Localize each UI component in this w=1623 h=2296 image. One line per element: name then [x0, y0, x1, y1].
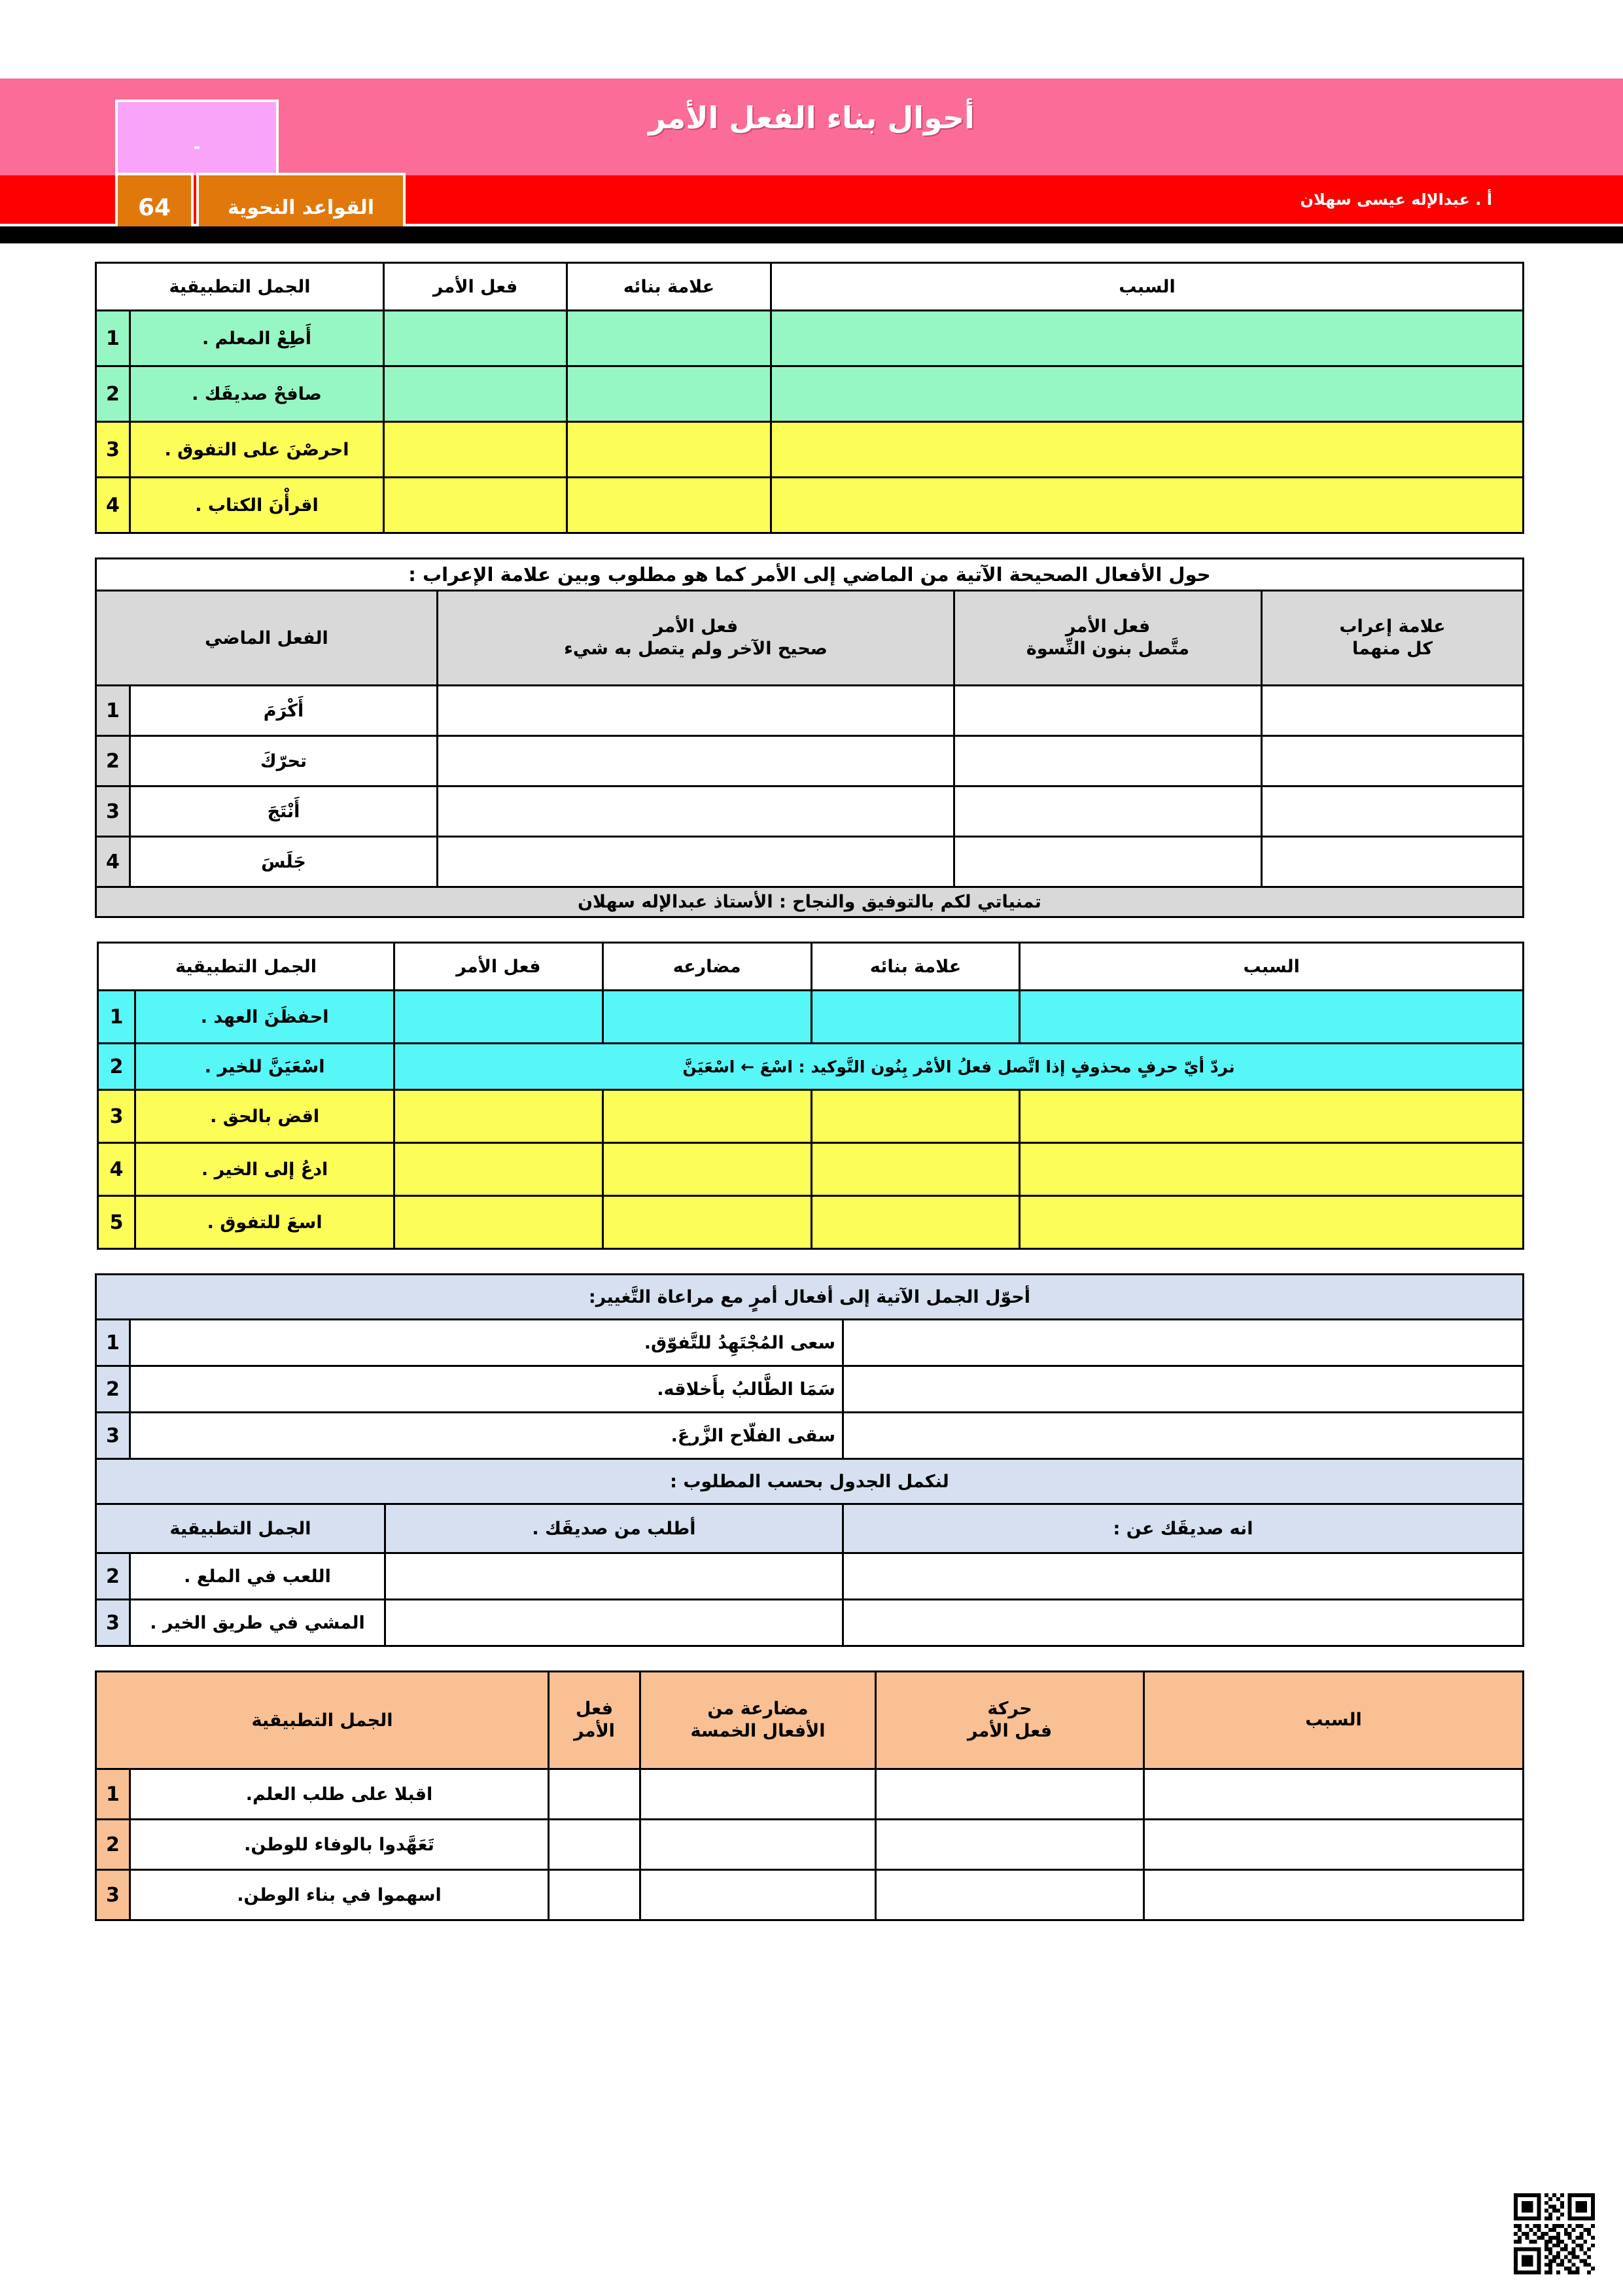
col-header-irab-sign — [1262, 591, 1524, 686]
sentence-cell: احرصْنَ على التفوق . — [130, 422, 384, 478]
sentence-cell: اقرأْنَ الكتاب . — [130, 478, 384, 533]
row-number: 2 — [98, 1044, 135, 1090]
page-number-label: 64 — [118, 175, 191, 239]
table-row-header — [96, 1672, 1523, 1769]
bina-sign-cell[interactable] — [567, 478, 771, 533]
imperative-sahih-cell[interactable] — [438, 686, 954, 736]
row-number: 2 — [96, 366, 130, 422]
imperative-verb-cell[interactable] — [394, 991, 603, 1044]
instruction-text: حول الأفعال الصحيحة الآتية من الماضي إلى الأمر كما هو مطلوب وبين علامة الإعراب : — [96, 559, 1523, 591]
table-five-verbs — [95, 1670, 1524, 1921]
col-header-imperative-sahih-line1: فعل الأمر — [653, 616, 739, 637]
table-row — [96, 686, 1523, 736]
irab-sign-cell[interactable] — [1262, 786, 1524, 837]
col-header-sentences: الجمل التطبيقية — [96, 1504, 385, 1553]
table-row — [96, 422, 1523, 478]
col-header-irab-sign-line1: علامة إعراب — [1339, 616, 1446, 637]
col-header-imperative-verb: فعل الأمر — [394, 943, 603, 991]
sentence-cell: أَطِعْ المعلم . — [130, 311, 384, 366]
closing-wish-text: تمنياتي لكم بالتوفيق والنجاح : الأستاذ عبدالإله سهلان — [96, 887, 1523, 917]
col-header-imperative-movement-line2: فعل الأمر — [967, 1721, 1053, 1741]
author-name: أ . عبدالإله عيسى سهلان — [1300, 190, 1492, 209]
sentence-cell: اقض بالحق . — [135, 1090, 394, 1143]
imperative-nun-niswa-cell[interactable] — [954, 786, 1262, 837]
table-row-prompt — [96, 1275, 1523, 1320]
sentence-cell: اقبلا على طلب العلم. — [130, 1769, 549, 1820]
row-number: 1 — [96, 1320, 130, 1366]
imperative-sahih-cell[interactable] — [438, 837, 954, 887]
reason-cell[interactable] — [771, 478, 1524, 533]
imperative-sahih-cell[interactable] — [438, 786, 954, 837]
row-number: 1 — [96, 311, 130, 366]
row-number: 3 — [96, 1413, 130, 1459]
sentence-cell: سعى المُجْتَهِدُ للتَّفوّق. — [130, 1320, 843, 1366]
present-five-verbs-cell[interactable] — [640, 1769, 876, 1820]
row-number: 2 — [96, 736, 130, 786]
imperative-verb-cell[interactable] — [394, 1196, 603, 1249]
sentence-cell: المشي في طريق الخير . — [130, 1600, 385, 1646]
imperative-verb-cell[interactable] — [549, 1820, 640, 1870]
spacer — [97, 1250, 1524, 1273]
col-header-imperative-movement — [876, 1672, 1144, 1769]
reason-cell[interactable] — [1020, 1143, 1524, 1196]
reason-cell[interactable] — [771, 422, 1524, 478]
table-row — [96, 1320, 1523, 1366]
header-black-bar — [0, 226, 1623, 243]
table-past-to-imperative — [95, 557, 1524, 918]
reason-cell[interactable] — [771, 311, 1524, 366]
table-row-footer — [96, 887, 1523, 917]
answer-cell[interactable] — [843, 1413, 1524, 1459]
spacer — [97, 534, 1524, 557]
row-number: 4 — [96, 478, 130, 533]
bina-sign-cell[interactable] — [567, 422, 771, 478]
col-header-irab-sign-line2: كل منهما — [1352, 639, 1433, 659]
imperative-verb-cell[interactable] — [384, 311, 567, 366]
col-header-reason: السبب — [771, 263, 1524, 311]
row-number: 1 — [98, 991, 135, 1044]
row-number: 3 — [98, 1090, 135, 1143]
table-row — [96, 1413, 1523, 1459]
sentence-cell: سَمَا الطَّالبُ بأَخلاقه. — [130, 1366, 843, 1413]
bina-sign-cell[interactable] — [811, 1090, 1020, 1143]
table-row — [98, 1196, 1524, 1249]
bina-sign-cell[interactable] — [811, 991, 1020, 1044]
table-row — [98, 1090, 1524, 1143]
row-number: 2 — [96, 1553, 130, 1600]
worksheet-body — [97, 262, 1524, 1921]
table-row-prompt — [96, 559, 1523, 591]
col-header-imperative-nun-niswa-line2: متَّصل بنون النِّسوة — [1026, 639, 1190, 659]
sentence-cell: احفظَنَ العهد . — [135, 991, 394, 1044]
col-header-past-verb: الفعل الماضي — [96, 591, 437, 686]
sentence-cell: اسهموا في بناء الوطن. — [130, 1870, 549, 1920]
table-row — [98, 1143, 1524, 1196]
table-row — [96, 1870, 1523, 1920]
col-header-imperative-sahih-line2: صحيح الآخر ولم يتصل به شيء — [564, 639, 828, 659]
reason-cell[interactable] — [771, 366, 1524, 422]
instruction-text: أحوّل الجمل الآتية إلى أفعال أمرٍ مع مراعاة التَّغيير: — [96, 1275, 1523, 1320]
forbid-cell[interactable] — [843, 1600, 1524, 1646]
imperative-movement-cell[interactable] — [876, 1870, 1144, 1920]
subject-label: القواعد النحوية — [199, 175, 403, 239]
table-row — [96, 366, 1523, 422]
present-five-verbs-cell[interactable] — [640, 1820, 876, 1870]
reason-cell[interactable] — [1144, 1820, 1524, 1870]
imperative-verb-cell[interactable] — [384, 478, 567, 533]
col-header-bina-sign: علامة بنائه — [567, 263, 771, 311]
reason-cell[interactable] — [1144, 1769, 1524, 1820]
irab-sign-cell[interactable] — [1262, 686, 1524, 736]
imperative-movement-cell[interactable] — [876, 1820, 1144, 1870]
col-header-reason: السبب — [1144, 1672, 1524, 1769]
imperative-verb-cell[interactable] — [384, 422, 567, 478]
reason-cell[interactable] — [1020, 1090, 1524, 1143]
request-cell[interactable] — [385, 1553, 843, 1600]
sentence-cell: تَعَهَّدوا بالوفاء للوطن. — [130, 1820, 549, 1870]
request-cell[interactable] — [385, 1600, 843, 1646]
col-header-present-five-verbs-line1: مضارعة من — [707, 1699, 809, 1720]
row-number: 1 — [96, 686, 130, 736]
imperative-verb-cell[interactable] — [549, 1769, 640, 1820]
table-row — [98, 991, 1524, 1044]
table-row — [96, 1553, 1523, 1600]
imperative-verb-cell[interactable] — [549, 1870, 640, 1920]
table-row-header — [96, 591, 1523, 686]
col-header-imperative-verb-line2: الأمر — [574, 1721, 615, 1741]
row-number: 3 — [96, 786, 130, 837]
table-row-header — [98, 943, 1524, 991]
reason-cell[interactable] — [1020, 1196, 1524, 1249]
past-verb-cell: جَلَسَ — [130, 837, 438, 887]
past-verb-cell: أَكْرَمَ — [130, 686, 438, 736]
table-row-prompt — [96, 1459, 1523, 1504]
imperative-verb-cell[interactable] — [394, 1143, 603, 1196]
col-header-sentences: الجمل التطبيقية — [96, 1672, 548, 1769]
qr-code — [1514, 2193, 1595, 2274]
col-header-imperative-movement-line1: حركة — [987, 1699, 1032, 1720]
table-convert-to-imperative — [95, 1273, 1524, 1647]
header-badge-label: - — [118, 102, 276, 192]
col-header-reason: السبب — [1020, 943, 1524, 991]
row-number: 3 — [96, 1870, 130, 1920]
imperative-sahih-cell[interactable] — [438, 736, 954, 786]
table-row — [98, 1044, 1524, 1090]
table-row — [96, 1820, 1523, 1870]
table-row — [96, 1769, 1523, 1820]
col-header-sentences: الجمل التطبيقية — [98, 943, 394, 991]
instruction-text-2: لنكمل الجدول بحسب المطلوب : — [96, 1459, 1523, 1504]
bina-sign-cell[interactable] — [567, 311, 771, 366]
col-header-bina-sign: علامة بنائه — [811, 943, 1020, 991]
forbid-cell[interactable] — [843, 1553, 1524, 1600]
col-header-imperative-sahih-akhir — [438, 591, 954, 686]
col-header-imperative-verb-line1: فعل — [575, 1699, 614, 1720]
col-header-present-form: مضارعه — [602, 943, 811, 991]
bina-sign-cell[interactable] — [811, 1196, 1020, 1249]
imperative-movement-cell[interactable] — [876, 1769, 1144, 1820]
sentence-cell: اللعب في الملع . — [130, 1553, 385, 1600]
col-header-imperative-verb — [549, 1672, 640, 1769]
irab-sign-cell[interactable] — [1262, 736, 1524, 786]
bina-sign-cell[interactable] — [567, 366, 771, 422]
table-amr-basic — [95, 262, 1524, 534]
page-title: أحوال بناء الفعل الأمر — [648, 100, 975, 135]
sentence-cell: صافحْ صديقَك . — [130, 366, 384, 422]
past-verb-cell: تحرّكَ — [130, 736, 438, 786]
col-header-sentences: الجمل التطبيقية — [96, 263, 383, 311]
table-row — [96, 1366, 1523, 1413]
sentence-cell: ادعُ إلى الخير . — [135, 1143, 394, 1196]
present-form-cell[interactable] — [602, 1090, 811, 1143]
col-header-present-five-verbs-line2: الأفعال الخمسة — [690, 1721, 826, 1741]
col-header-imperative-verb: فعل الأمر — [384, 263, 567, 311]
row-number: 4 — [98, 1143, 135, 1196]
row-number: 5 — [98, 1196, 135, 1249]
row-number: 2 — [96, 1366, 130, 1413]
col-header-request: أطلب من صديقَك . — [385, 1504, 843, 1553]
table-tawkid-nun — [97, 942, 1524, 1250]
table-row-header — [96, 263, 1523, 311]
imperative-nun-niswa-cell[interactable] — [954, 736, 1262, 786]
col-header-forbid: انه صديقَك عن : — [843, 1504, 1524, 1553]
row-number: 1 — [96, 1769, 130, 1820]
imperative-nun-niswa-cell[interactable] — [954, 686, 1262, 736]
present-form-cell[interactable] — [602, 1196, 811, 1249]
answer-cell[interactable] — [843, 1320, 1524, 1366]
col-header-imperative-nun-niswa-line1: فعل الأمر — [1065, 616, 1151, 637]
imperative-verb-cell[interactable] — [394, 1090, 603, 1143]
row-number: 3 — [96, 422, 130, 478]
irab-sign-cell[interactable] — [1262, 837, 1524, 887]
reason-cell[interactable] — [1144, 1870, 1524, 1920]
reason-cell[interactable] — [1020, 991, 1524, 1044]
reason-note-cell: نردّ أيّ حرفٍ محذوفٍ إذا اتَّصل فعلُ الأمْر بِنُون التَّوكيد : اسْعَ ← اسْعَيَنَّ — [394, 1044, 1524, 1090]
table-row — [96, 1600, 1523, 1646]
col-header-present-five-verbs — [640, 1672, 876, 1769]
row-number: 4 — [96, 837, 130, 887]
spacer — [97, 918, 1524, 942]
row-number: 3 — [96, 1600, 130, 1646]
table-row-header — [96, 1504, 1523, 1553]
bina-sign-cell[interactable] — [811, 1143, 1020, 1196]
present-form-cell[interactable] — [602, 1143, 811, 1196]
imperative-nun-niswa-cell[interactable] — [954, 837, 1262, 887]
sentence-cell: اسْعَيَنَّ للخير . — [135, 1044, 394, 1090]
imperative-verb-cell[interactable] — [384, 366, 567, 422]
row-number: 2 — [96, 1820, 130, 1870]
present-form-cell[interactable] — [602, 991, 811, 1044]
table-row — [96, 736, 1523, 786]
sentence-cell: اسعَ للتفوق . — [135, 1196, 394, 1249]
col-header-imperative-nun-niswa — [954, 591, 1262, 686]
present-five-verbs-cell[interactable] — [640, 1870, 876, 1920]
sentence-cell: سقى الفلّاح الزَّرعَ. — [130, 1413, 843, 1459]
table-row — [96, 478, 1523, 533]
spacer — [97, 1647, 1524, 1670]
answer-cell[interactable] — [843, 1366, 1524, 1413]
past-verb-cell: أَنْتَجَ — [130, 786, 438, 837]
table-row — [96, 837, 1523, 887]
table-row — [96, 786, 1523, 837]
table-row — [96, 311, 1523, 366]
